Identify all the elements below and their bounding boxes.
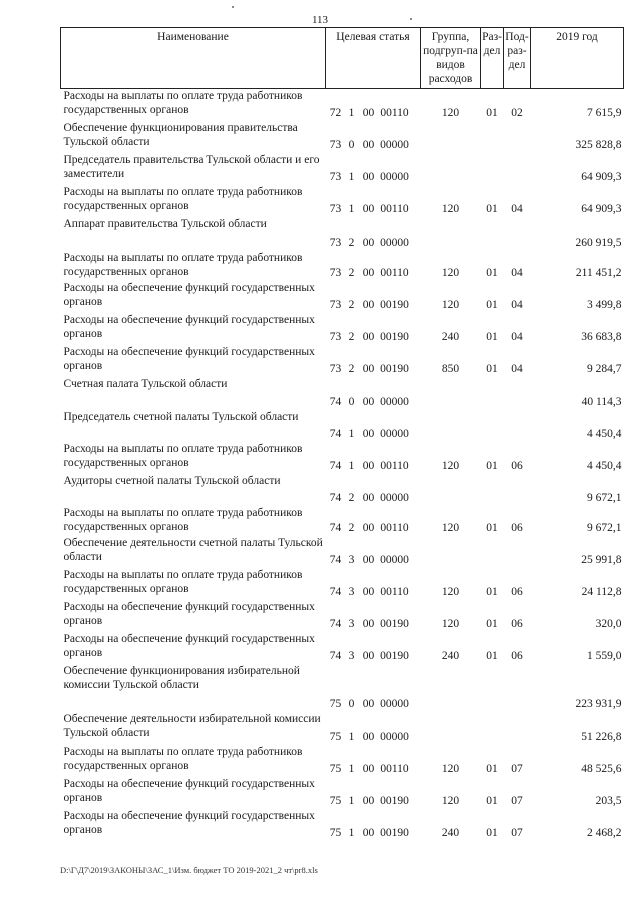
header-subsection: Под-раз-дел — [504, 28, 531, 89]
code-direction: 00000 — [380, 170, 409, 183]
code-subprogram: 0 — [348, 138, 355, 151]
code-direction: 00000 — [380, 730, 409, 743]
code-subprogram: 2 — [348, 266, 355, 279]
code-direction: 00000 — [380, 553, 409, 566]
code-main-event: 00 — [362, 266, 375, 279]
row-target-article — [326, 474, 421, 506]
row-subsection — [504, 217, 531, 251]
row-amount: 2 468,2 — [587, 826, 622, 839]
row-subsection — [504, 474, 531, 506]
code-direction: 00190 — [380, 826, 409, 839]
row-section: 01 — [486, 826, 498, 839]
row-target-article — [326, 777, 421, 809]
row-name: Расходы на выплаты по оплате труда работников государственных органов — [63, 568, 303, 595]
row-section — [481, 536, 504, 568]
row-name: Расходы на выплаты по оплате труда работников государственных органов — [63, 442, 303, 469]
code-main-event: 00 — [362, 585, 375, 598]
row-target-article — [326, 313, 421, 345]
row-target-article — [326, 568, 421, 600]
code-main-event: 00 — [362, 762, 375, 775]
row-name: Обеспечение деятельности счетной палаты Тульской области — [63, 536, 323, 563]
row-amount: 36 683,8 — [581, 330, 622, 343]
header-target-article: Целевая статья — [326, 28, 421, 89]
table-row — [61, 536, 624, 568]
table-row — [61, 89, 624, 121]
page-number: 113 — [311, 14, 329, 26]
row-subsection — [504, 153, 531, 185]
row-subsection: 04 — [511, 362, 523, 375]
code-direction: 00190 — [380, 362, 409, 375]
row-expense-group — [421, 121, 481, 153]
row-amount: 24 112,8 — [581, 585, 622, 598]
code-direction: 00190 — [380, 649, 409, 662]
table-row — [61, 121, 624, 153]
code-program: 74 — [329, 427, 342, 440]
code-program: 75 — [329, 762, 342, 775]
code-direction: 00000 — [380, 236, 409, 249]
code-direction: 00000 — [380, 395, 409, 408]
code-subprogram: 1 — [348, 762, 355, 775]
table-row — [61, 712, 624, 745]
budget-table-container — [60, 27, 623, 841]
code-subprogram: 1 — [348, 106, 355, 119]
row-name: Расходы на обеспечение функций государственных органов — [63, 281, 315, 308]
row-name: Расходы на обеспечение функций государственных органов — [63, 600, 315, 627]
row-name: Аудиторы счетной палаты Тульской области — [63, 474, 281, 487]
row-expense-group: 120 — [441, 266, 460, 279]
code-main-event: 00 — [362, 521, 375, 534]
row-name: Расходы на обеспечение функций государственных органов — [63, 632, 315, 659]
header-section: Раз-дел — [481, 28, 504, 89]
row-subsection: 07 — [511, 826, 523, 839]
row-section — [481, 712, 504, 745]
row-amount: 4 450,4 — [587, 459, 622, 472]
code-subprogram: 1 — [348, 459, 355, 472]
row-section: 01 — [486, 298, 498, 311]
row-subsection: 06 — [511, 459, 523, 472]
row-target-article — [326, 506, 421, 536]
row-name: Аппарат правительства Тульской области — [63, 217, 267, 230]
code-direction: 00110 — [380, 202, 409, 215]
code-direction: 00000 — [380, 697, 409, 710]
row-subsection: 04 — [511, 298, 523, 311]
table-row — [61, 217, 624, 251]
row-subsection — [504, 410, 531, 442]
row-amount: 51 226,8 — [581, 730, 622, 743]
row-section: 01 — [486, 459, 498, 472]
code-subprogram: 1 — [348, 826, 355, 839]
row-expense-group: 120 — [441, 459, 460, 472]
row-name: Обеспечение функционирования избирательной комиссии Тульской области — [63, 664, 300, 691]
row-section — [481, 121, 504, 153]
row-target-article — [326, 121, 421, 153]
code-subprogram: 2 — [348, 521, 355, 534]
code-main-event: 00 — [362, 617, 375, 630]
table-row — [61, 153, 624, 185]
code-direction: 00190 — [380, 298, 409, 311]
table-row — [61, 568, 624, 600]
header-year-2019: 2019 год — [531, 28, 624, 89]
row-subsection — [504, 536, 531, 568]
row-amount: 25 991,8 — [581, 553, 622, 566]
row-expense-group — [421, 536, 481, 568]
code-direction: 00110 — [380, 762, 409, 775]
row-expense-group — [421, 712, 481, 745]
code-program: 75 — [329, 794, 342, 807]
row-name: Расходы на выплаты по оплате труда работников государственных органов — [63, 745, 303, 772]
code-main-event: 00 — [362, 730, 375, 743]
code-subprogram: 1 — [348, 202, 355, 215]
code-program: 74 — [329, 491, 342, 504]
code-main-event: 00 — [362, 138, 375, 151]
code-main-event: 00 — [362, 236, 375, 249]
table-row — [61, 410, 624, 442]
code-main-event: 00 — [362, 170, 375, 183]
row-amount: 9 284,7 — [587, 362, 622, 375]
row-expense-group — [421, 377, 481, 410]
code-main-event: 00 — [362, 362, 375, 375]
row-section: 01 — [486, 617, 498, 630]
row-target-article — [326, 217, 421, 251]
scan-speck — [410, 18, 412, 20]
row-section: 01 — [486, 330, 498, 343]
code-main-event: 00 — [362, 697, 375, 710]
row-section: 01 — [486, 794, 498, 807]
code-subprogram: 1 — [348, 427, 355, 440]
code-program: 74 — [329, 395, 342, 408]
row-expense-group — [421, 474, 481, 506]
code-subprogram: 2 — [348, 362, 355, 375]
row-target-article — [326, 536, 421, 568]
row-target-article — [326, 442, 421, 474]
row-subsection: 06 — [511, 617, 523, 630]
code-subprogram: 1 — [348, 730, 355, 743]
row-target-article — [326, 600, 421, 632]
budget-table — [60, 27, 624, 841]
row-subsection: 06 — [511, 521, 523, 534]
code-main-event: 00 — [362, 106, 375, 119]
row-target-article — [326, 745, 421, 777]
row-name: Расходы на выплаты по оплате труда работников государственных органов — [63, 506, 303, 533]
code-program: 72 — [329, 106, 342, 119]
row-subsection: 04 — [511, 202, 523, 215]
file-path-footer: D:\Г\Д7\2019\ЗАКОНЫ\ЗАС_1\Изм. бюджет ТО 2019-2021_2 чт\pr8.xls — [60, 865, 318, 875]
row-section: 01 — [486, 106, 498, 119]
row-name: Обеспечение деятельности избирательной комиссии Тульской области — [63, 712, 321, 739]
row-section — [481, 474, 504, 506]
row-section — [481, 377, 504, 410]
row-section: 01 — [486, 649, 498, 662]
code-main-event: 00 — [362, 395, 375, 408]
row-expense-group: 120 — [441, 521, 460, 534]
code-program: 73 — [329, 170, 342, 183]
code-direction: 00110 — [380, 585, 409, 598]
row-name: Расходы на выплаты по оплате труда работников государственных органов — [63, 251, 303, 278]
row-amount: 203,5 — [595, 794, 622, 807]
code-direction: 00190 — [380, 330, 409, 343]
row-amount: 64 909,3 — [581, 170, 622, 183]
table-row — [61, 251, 624, 281]
row-amount: 40 114,3 — [581, 395, 622, 408]
code-main-event: 00 — [362, 649, 375, 662]
code-program: 73 — [329, 236, 342, 249]
table-row — [61, 281, 624, 313]
table-row — [61, 377, 624, 410]
row-expense-group: 240 — [441, 330, 460, 343]
row-expense-group — [421, 664, 481, 712]
row-target-article — [326, 185, 421, 217]
row-subsection — [504, 121, 531, 153]
row-target-article — [326, 809, 421, 841]
code-direction: 00000 — [380, 491, 409, 504]
table-row — [61, 664, 624, 712]
row-subsection: 04 — [511, 266, 523, 279]
code-program: 73 — [329, 330, 342, 343]
row-name: Председатель правительства Тульской области и его заместители — [63, 153, 320, 180]
code-main-event: 00 — [362, 491, 375, 504]
code-subprogram: 3 — [348, 585, 355, 598]
row-target-article — [326, 410, 421, 442]
row-amount: 1 559,0 — [587, 649, 622, 662]
code-direction: 00000 — [380, 427, 409, 440]
code-direction: 00110 — [380, 459, 409, 472]
row-target-article — [326, 632, 421, 664]
row-section: 01 — [486, 521, 498, 534]
table-header-row — [61, 28, 624, 89]
row-amount: 4 450,4 — [587, 427, 622, 440]
code-main-event: 00 — [362, 427, 375, 440]
row-expense-group: 120 — [441, 585, 460, 598]
code-program: 73 — [329, 266, 342, 279]
code-main-event: 00 — [362, 826, 375, 839]
header-expense-group: Группа, подгруп-па видов расходов — [421, 28, 481, 89]
code-program: 73 — [329, 202, 342, 215]
row-section: 01 — [486, 362, 498, 375]
code-subprogram: 2 — [348, 330, 355, 343]
code-program: 74 — [329, 521, 342, 534]
row-expense-group: 120 — [441, 762, 460, 775]
code-subprogram: 0 — [348, 395, 355, 408]
row-target-article — [326, 153, 421, 185]
row-target-article — [326, 345, 421, 377]
code-program: 74 — [329, 553, 342, 566]
row-section: 01 — [486, 266, 498, 279]
row-name: Расходы на выплаты по оплате труда работников государственных органов — [63, 90, 303, 116]
row-expense-group — [421, 153, 481, 185]
code-subprogram: 1 — [348, 170, 355, 183]
code-subprogram: 3 — [348, 649, 355, 662]
row-name: Обеспечение функционирования правительства Тульской области — [63, 121, 298, 148]
row-section — [481, 664, 504, 712]
row-target-article — [326, 664, 421, 712]
row-expense-group: 120 — [441, 298, 460, 311]
row-subsection: 06 — [511, 649, 523, 662]
table-body — [61, 89, 624, 841]
table-row — [61, 777, 624, 809]
row-subsection: 02 — [511, 106, 523, 119]
code-program: 75 — [329, 697, 342, 710]
row-amount: 64 909,3 — [581, 202, 622, 215]
table-row — [61, 442, 624, 474]
code-program: 75 — [329, 730, 342, 743]
row-section — [481, 217, 504, 251]
row-amount: 223 931,9 — [575, 697, 622, 710]
row-name: Счетная палата Тульской области — [63, 377, 228, 390]
row-name: Расходы на обеспечение функций государственных органов — [63, 809, 315, 836]
row-amount: 320,0 — [595, 617, 622, 630]
row-target-article — [326, 377, 421, 410]
row-expense-group — [421, 410, 481, 442]
row-section: 01 — [486, 585, 498, 598]
row-name: Председатель счетной палаты Тульской области — [63, 410, 299, 423]
row-target-article — [326, 281, 421, 313]
table-row — [61, 506, 624, 536]
code-program: 74 — [329, 617, 342, 630]
row-subsection — [504, 377, 531, 410]
row-name: Расходы на выплаты по оплате труда работников государственных органов — [63, 185, 303, 212]
row-expense-group — [421, 217, 481, 251]
row-name: Расходы на обеспечение функций государственных органов — [63, 345, 315, 372]
code-main-event: 00 — [362, 330, 375, 343]
table-row — [61, 632, 624, 664]
code-main-event: 00 — [362, 553, 375, 566]
code-subprogram: 1 — [348, 794, 355, 807]
code-direction: 00110 — [380, 521, 409, 534]
row-subsection: 04 — [511, 330, 523, 343]
row-expense-group: 240 — [441, 826, 460, 839]
row-section: 01 — [486, 202, 498, 215]
table-row — [61, 313, 624, 345]
table-row — [61, 345, 624, 377]
row-amount: 9 672,1 — [587, 491, 622, 504]
table-row — [61, 185, 624, 217]
code-subprogram: 0 — [348, 697, 355, 710]
code-main-event: 00 — [362, 202, 375, 215]
row-amount: 325 828,8 — [575, 138, 622, 151]
code-direction: 00000 — [380, 138, 409, 151]
row-name: Расходы на обеспечение функций государственных органов — [63, 313, 315, 340]
table-row — [61, 474, 624, 506]
row-expense-group: 120 — [441, 202, 460, 215]
row-expense-group: 120 — [441, 106, 460, 119]
row-expense-group: 120 — [441, 794, 460, 807]
code-direction: 00110 — [380, 266, 409, 279]
code-direction: 00190 — [380, 794, 409, 807]
row-amount: 211 451,2 — [575, 266, 622, 279]
row-section — [481, 410, 504, 442]
code-program: 74 — [329, 649, 342, 662]
row-target-article — [326, 89, 421, 121]
code-main-event: 00 — [362, 459, 375, 472]
code-program: 74 — [329, 459, 342, 472]
row-subsection — [504, 664, 531, 712]
table-row — [61, 600, 624, 632]
table-row — [61, 745, 624, 777]
code-program: 74 — [329, 585, 342, 598]
row-subsection: 07 — [511, 762, 523, 775]
code-subprogram: 3 — [348, 617, 355, 630]
code-main-event: 00 — [362, 794, 375, 807]
code-program: 73 — [329, 298, 342, 311]
row-name: Расходы на обеспечение функций государственных органов — [63, 777, 315, 804]
row-section: 01 — [486, 762, 498, 775]
code-main-event: 00 — [362, 298, 375, 311]
row-amount: 3 499,8 — [587, 298, 622, 311]
row-amount: 48 525,6 — [581, 762, 622, 775]
row-expense-group: 120 — [441, 617, 460, 630]
row-subsection — [504, 712, 531, 745]
row-subsection: 07 — [511, 794, 523, 807]
header-name: Наименование — [61, 28, 326, 89]
code-program: 73 — [329, 138, 342, 151]
row-section — [481, 153, 504, 185]
code-subprogram: 2 — [348, 298, 355, 311]
code-subprogram: 3 — [348, 553, 355, 566]
code-subprogram: 2 — [348, 236, 355, 249]
table-row — [61, 809, 624, 841]
row-subsection: 06 — [511, 585, 523, 598]
row-expense-group: 850 — [441, 362, 460, 375]
code-program: 73 — [329, 362, 342, 375]
code-subprogram: 2 — [348, 491, 355, 504]
code-program: 75 — [329, 826, 342, 839]
row-amount: 260 919,5 — [575, 236, 622, 249]
row-amount: 7 615,9 — [587, 106, 622, 119]
row-target-article — [326, 712, 421, 745]
code-direction: 00110 — [380, 106, 409, 119]
row-target-article — [326, 251, 421, 281]
scan-speck — [232, 6, 234, 8]
row-expense-group: 240 — [441, 649, 460, 662]
code-direction: 00190 — [380, 617, 409, 630]
row-amount: 9 672,1 — [587, 521, 622, 534]
